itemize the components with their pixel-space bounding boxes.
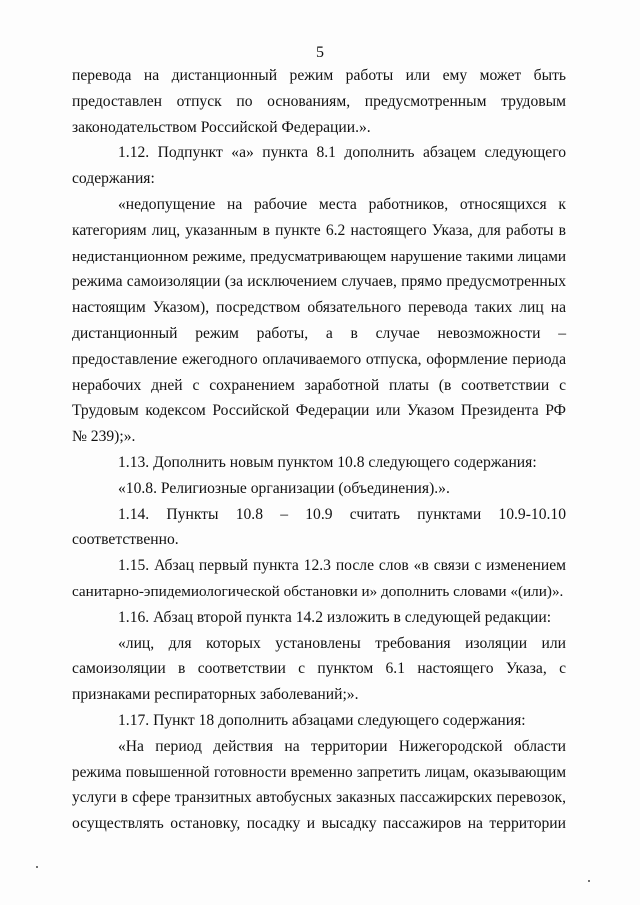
text-line: «лиц, для которых установлены требования изоляции или [118,634,566,652]
text-line: «10.8. Религиозные организации (объединения).». [118,479,450,497]
text-line: дистанционный режим работы, а в случае невозможности – [72,324,566,342]
text-line: 1.16. Абзац второй пункта 14.2 изложить в следующей редакции: [118,608,552,626]
text-line: категориям лиц, указанным в пункте 6.2 настоящего Указа, для работы в [72,221,566,239]
text-line: 1.14. Пункты 10.8 – 10.9 считать пунктами 10.9-10.10 [118,505,566,523]
text-line: «недопущение на рабочие места работников, относящихся к [118,195,566,213]
text-line: режима самоизоляции (за исключением случаев, прямо предусмотренных [72,273,566,291]
text-line: санитарно-эпидемиологической обстановки и» дополнить словами «(или)». [72,582,564,600]
page-number: 5 [316,44,324,61]
text-line: недистанционном режиме, предусматривающем нарушение такими лицами [72,247,566,265]
text-line: предоставлен отпуск по основаниям, предусмотренным трудовым [72,92,566,110]
text-line: Трудовым кодексом Российской Федерации или Указом Президента РФ [72,402,566,420]
text-line: предоставление ежегодного оплачиваемого отпуска, оформление периода [72,350,566,368]
text-line: услуги в сфере транзитных автобусных заказных пассажирских перевозок, [72,789,566,807]
text-line: № 239);». [72,428,136,446]
text-line: законодательством Российской Федерации.». [72,118,371,136]
scan-speck [36,866,38,868]
text-line: признаками респираторных заболеваний;». [72,686,359,704]
document-body [72,63,566,837]
text-line: перевода на дистанционный режим работы или ему может быть [72,67,566,84]
text-line: нерабочих дней с сохранением заработной платы (в соответствии с [72,376,566,394]
scan-speck [588,880,590,882]
text-line: 1.17. Пункт 18 дополнить абзацами следующего содержания: [118,711,526,729]
text-line: настоящим Указом), посредством обязательного перевода таких лиц на [72,299,566,317]
text-line: 1.12. Подпункт «а» пункта 8.1 дополнить абзацем следующего [118,144,566,162]
text-line: «На период действия на территории Нижегородской области [118,737,566,755]
text-line: осуществлять остановку, посадку и высадку пассажиров на территории [72,815,566,833]
text-line: самоизоляции в соответствии с пунктом 6.1 настоящего Указа, с [72,660,566,678]
text-line: режима повышенной готовности временно запретить лицам, оказывающим [72,763,566,781]
text-line: содержания: [72,170,155,188]
text-line: соответственно. [72,531,179,549]
text-line: 1.13. Дополнить новым пунктом 10.8 следующего содержания: [118,453,537,471]
text-line: 1.15. Абзац первый пункта 12.3 после слов «в связи с изменением [118,557,566,575]
